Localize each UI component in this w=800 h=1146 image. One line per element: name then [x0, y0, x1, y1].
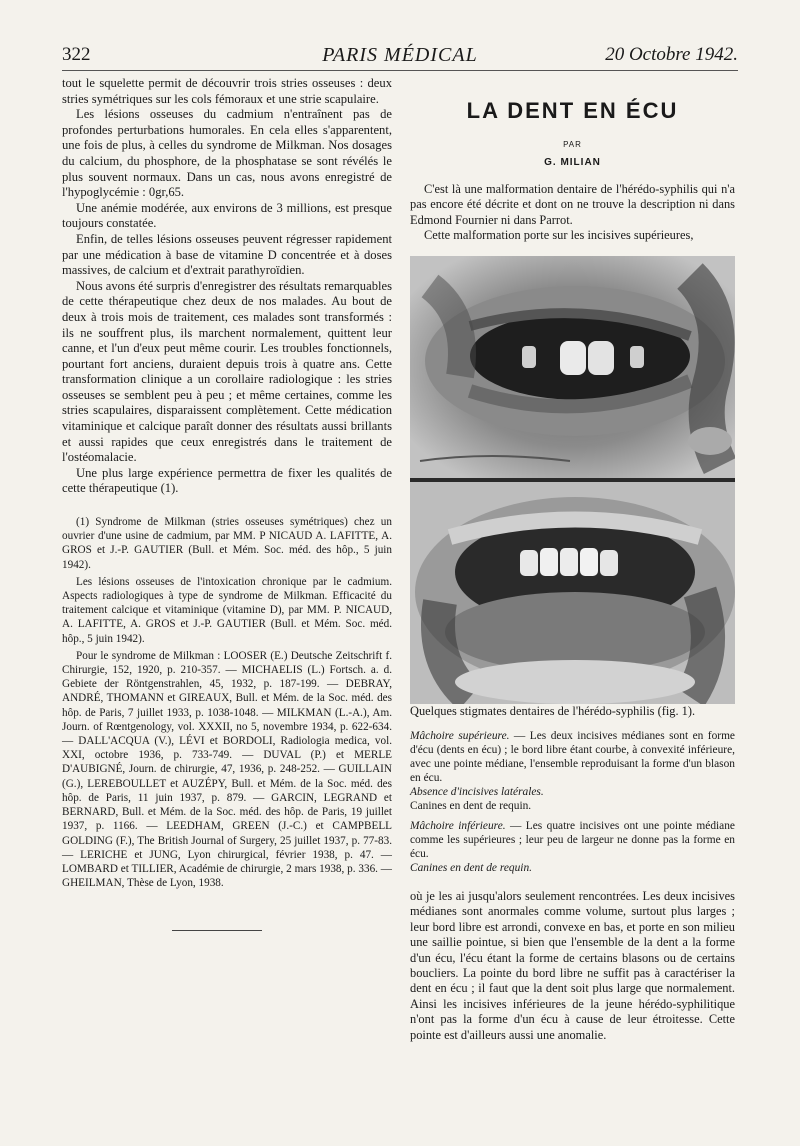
legend-upper-text: — Les deux incisives médianes sont en forme d'écu (dents en écu) ; le bord libre étant courbe, à convexité inférieure, avec une pointe médiane, l'ensemble reproduisant la forme d'un blason en écu. [410, 730, 735, 785]
footnote: Les lésions osseuses de l'intoxication chronique par le cadmium. Aspects radiologiques à type de syndrome de Milkman. Efficacité du traitement calcique et vitaminique (vitamine D), par MM. P. NICAUD, A. LAFITTE, A. GROS et J.-P. GAUTIER (Bull. et Mém. Soc. méd. hôp., 5 juin 1942). [62, 575, 392, 645]
intro [410, 182, 735, 244]
paragraph: Enfin, de telles lésions osseuses peuvent régresser rapidement par une médication à base de vitamine D concentrée et à doses massives, de calcium et d'extrait parathyroïdien. [62, 231, 392, 278]
running-header [62, 44, 738, 71]
figure-legend [410, 729, 735, 875]
footnote: Pour le syndrome de Milkman : LOOSER (E.) Deutsche Zeitschrift f. Chirurgie, 152, 1920, p. 210-357. — MICHAELIS (L.) Fortsch. a. d. Gebiete der Röntgenstrahlen, 45, 1932, p. 187-199. — DEBRAY, ANDRÉ, THOMANN et GIREAUX, Bull. et Mém. de la Soc. méd. des hôp. de Paris, 7 juillet 1933, p. 1038-1048. — MILKMAN (L.-A.), Am. Journ. of Rœntgenology, vol. XXXII, no 5, novembre 1934, p. 622-634. — DALL'ACQUA (V.), LÉVI et BORDOLI, Radiologia medica, vol. XXI, octobre 1936, p. 733-749. — DUVAL (P.) et MERLE D'AUBIGNÉ, Journ. de chirurgie, 47, 1936, p. 248-252. — GUILLAIN (G.), LEREBOULLET et AUZÉPY, Bull. et Mém. de la Soc. méd. des hôp. de Paris, 11 juin 1937, p. 879. — GARCIN, LEGRAND et BERNARD, Bull. et Mém. de la Soc. méd. des hôp. de Paris, 19 juillet 1937, p. 1166. — LEEDHAM, GREEN (J.-C.) et CAMPBELL GOLDING (F.), The British Journal of Surgery, 25 juillet 1937, p. 77-83. — LERICHE et JUNG, Lyon chirurgical, février 1938, p. 47. — LOMBARD et TILLIER, Académie de chirurgie, 2 mars 1938, p. 336. — GHEILMAN, Thèse de Lyon, 1938. [62, 649, 392, 890]
paragraph: tout le squelette permit de découvrir trois stries osseuses : deux stries symétriques sur les cols fémoraux et une strie scapulaire. [62, 76, 392, 106]
legend-upper-absence: Absence d'incisives latérales. [410, 786, 544, 799]
paragraph: Une plus large expérience permettra de fixer les qualités de cette thérapeutique (1). [62, 465, 392, 496]
paragraph: Nous avons été surpris d'enregistrer des résultats remarquables de cette thérapeutique chez deux de nos malades. Au bout de deux à trois mois de traitement, ces malades sont transformés : ils ne souffrent plus, ils marchent normalement, quittent leur canne, et l'un d'eux peut même courir. Les troubles fonctionnels, pourtant fort anciens, duraient depuis trois à quatre ans. Cette transformation clinique a un corollaire radiologique : les stries osseuses se semblent peu à peu ; et même certaines, comme les stries scapulaires, disparaissent complètement. Cette médication vitaminique et calcique paraît donner des résultats aussi brillants et aussi rapides que ceux enregistrés dans le traitement de l'ostéomalacie. [62, 278, 392, 465]
issue-date: 20 Octobre 1942. [605, 44, 738, 65]
journal-title: PARIS MÉDICAL [322, 44, 478, 66]
legend-lower-label: Mâchoire inférieure. [410, 820, 506, 833]
figure-photographs [410, 256, 735, 704]
byline-par: PAR [563, 140, 582, 149]
legend-upper-label: Mâchoire supérieure. [410, 730, 510, 743]
figure-caption: Quelques stigmates dentaires de l'hérédo-syphilis (fig. 1). [410, 703, 696, 718]
photo-upper-jaw [410, 256, 735, 478]
paragraph: Une anémie modérée, aux environs de 3 millions, est presque toujours constatée. [62, 200, 392, 231]
legend-lower-text: — Les quatre incisives ont une pointe médiane comme les supérieures ; leur peu de largeur ne donne pas la forme en écu. [410, 820, 735, 861]
photo-lower-jaw [410, 482, 735, 704]
right-column [410, 76, 735, 1043]
article-continuation [410, 889, 735, 1043]
legend-lower-canines: Canines en dent de requin. [410, 862, 533, 875]
legend-upper-canines: Canines en dent de requin. [410, 800, 532, 813]
page-number: 322 [62, 44, 91, 65]
byline-author: G. MILIAN [544, 157, 601, 168]
footnote: (1) Syndrome de Milkman (stries osseuses symétriques) chez un ouvrier d'une usine de cadmium, par MM. P NICAUD A. LAFITTE, A. GROS et J.-P. GAUTIER (Bull. et Mém. Soc. méd. des hôp., 5 juin 1942). [62, 516, 392, 571]
paragraph: Les lésions osseuses du cadmium n'entraînent pas de profondes perturbations humorales. En cela elles s'apparentent, une fois de plus, à celles du syndrome de Milkman. Nos dosages du calcium, du phosphore, de la phosphatase se sont révélés le plus souvent normaux. Dans un cas, nous avons enregistré de l'hypoglycémie : 0gr,65. [62, 107, 392, 200]
paragraph: où je les ai jusqu'alors seulement rencontrées. Les deux incisives médianes sont anormales comme volume, surtout plus larges ; leur bord libre est arrondi, convexe en bas, et porte en son milieu une saillie pointue, si bien que l'ensemble de la dent a la forme d'un écu, l'écu étant la forme de certains blasons ou de certains boucliers. La pointe du bord libre ne suffit pas à caractériser la dent en écu ; il faut que la dent soit plus large que normalement. Ainsi les incisives inférieures de la jeune hérédo-syphilitique n'ont pas la forme d'un écu à cause de leur étroitesse. Cette pointe est d'ailleurs aussi une anomalie. [410, 889, 735, 1042]
left-column [62, 76, 392, 931]
article-title: LA DENT EN ÉCU [466, 98, 679, 123]
footnotes [62, 515, 392, 890]
paragraph: Cette malformation porte sur les incisives supérieures, [424, 228, 694, 243]
paragraph: C'est là une malformation dentaire de l'hérédo-syphilis qui n'a pas encore été décrite et dont on ne trouve la description ni dans Edmond Fournier ni dans Parrot. [410, 182, 735, 227]
divider [172, 930, 262, 931]
